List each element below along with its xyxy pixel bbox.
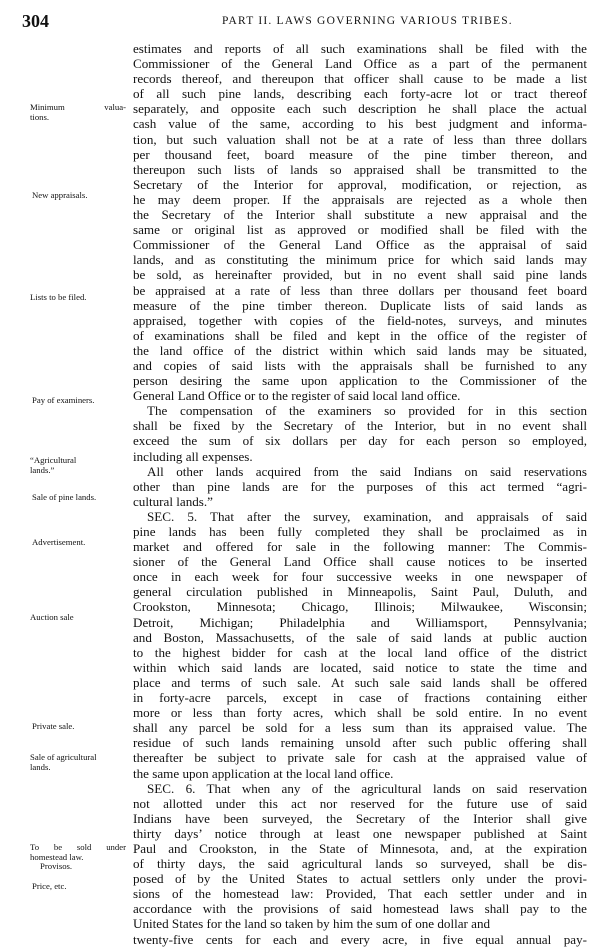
body-line: separately, and opposite each such description he shall place the actual: [133, 101, 587, 117]
margin-note-auction-sale: [30, 612, 126, 622]
body-line: sions of the homestead law: Provided, That each settler under and in: [133, 886, 587, 902]
body-line: shall be fixed by the Secretary of the Interior, but in no event shall: [133, 418, 587, 434]
body-text: [133, 41, 587, 947]
margin-note-line: lands.”: [30, 465, 55, 475]
body-line: he may deem proper. If the appraisals are rejected as a whole then: [133, 191, 587, 207]
body-line: of examinations shall be filed and kept in the office of the register of: [133, 327, 587, 343]
body-line: Paul and Crookston, in the State of Minnesota, and, at the expiration: [133, 840, 587, 856]
body-line: pine lands has been fully completed they shall be proclaimed as in: [133, 524, 587, 539]
body-line: thereupon such lists of lands so appraised shall be transmitted to the: [133, 161, 587, 177]
margin-note-new-appraisals: [30, 190, 126, 200]
margin-note-to-be-sold-under-homestead-law: [30, 842, 126, 862]
body-line: of thirty days, the said agricultural lands so surveyed, shall be dis-: [133, 856, 587, 872]
body-line: place and terms of such sale. At such sale said lands shall be offered: [133, 674, 587, 690]
body-line: sioner of the General Land Office shall cause notices to be inserted: [133, 554, 587, 570]
margin-note-line: “Agricultural: [30, 455, 77, 465]
body-line: accordance with the provisions of said homestead laws shall pay to the: [133, 901, 587, 917]
margin-note-line: Pay of examiners.: [32, 395, 95, 405]
margin-note-pay-of-examiners: [30, 395, 126, 405]
margin-note-line: Advertisement.: [32, 537, 86, 547]
body-line: person desiring the same upon application to the Commissioner of the: [133, 373, 587, 389]
margin-note-line: Private sale.: [32, 721, 75, 731]
body-line: general circulation published in Minneapolis, Saint Paul, Duluth, and: [133, 584, 587, 600]
body-line: Commissioner of the General Land Office as a part of the permanent: [133, 56, 587, 72]
margin-note-line: To be sold under: [30, 842, 126, 852]
body-line: including all expenses.: [133, 448, 253, 464]
body-line: twenty-five cents for each and every acre, in five equal annual pay-: [133, 931, 587, 947]
body-line: Commissioner of the General Land Office as the appraisal of said: [133, 237, 587, 253]
body-line: in forty-acre parcels, except in case of fractions containing either: [133, 690, 587, 706]
body-line: and Boston, Massachusetts, of the sale of said lands at public auction: [133, 629, 587, 645]
body-line: market and offered for sale in the following manner: The Commis-: [133, 539, 587, 555]
body-line: shall any parcel be sold for a less sum than its appraised value. The: [133, 720, 587, 736]
body-line: be sold, as hereinafter provided, but in no event shall said pine lands: [133, 267, 587, 283]
margin-note-line: lands.: [30, 762, 51, 772]
body-line: within which said lands are located, said notice to state the time and: [133, 659, 587, 675]
body-line: cash value of the same, according to his best judgment and informa-: [133, 116, 587, 132]
body-line: to the highest bidder for cash at the local land office of the district: [133, 644, 587, 660]
body-line: estimates and reports of all such examinations shall be filed with the: [133, 41, 587, 56]
body-line: Crookston, Minnesota; Chicago, Illinois; Milwaukee, Wisconsin;: [133, 599, 587, 615]
margin-note-line: Auction sale: [30, 612, 74, 622]
body-line: SEC. 6. That when any of the agricultural lands on said reservation: [147, 780, 587, 796]
body-line: measure of the pine timber thereon. Duplicate lists of said lands as: [133, 297, 587, 313]
page-header: [22, 10, 588, 32]
body-line: the same upon application at the local land office.: [133, 765, 394, 781]
body-line: thereafter be subject to private sale for cash at the appraised value of: [133, 750, 587, 766]
margin-note-private-sale: [30, 721, 126, 731]
body-line: Indians have been surveyed, the Secretary of the Interior shall give: [133, 810, 587, 826]
page-number: 304: [22, 11, 49, 31]
margin-note-sale-of-agricultural-lands: [30, 752, 126, 772]
body-line: the Secretary of the Interior shall substitute a new appraisal and the: [133, 207, 587, 223]
margin-note-agricultural-lands: [30, 455, 126, 475]
body-line: General Land Office or to the register of said local land office.: [133, 388, 461, 404]
margin-note-price-etc: [30, 881, 126, 891]
margin-note-sale-of-pine-lands: [30, 492, 126, 502]
body-line: thirty days’ notice through at least one newspaper published at Saint: [133, 825, 587, 841]
margin-note-line: Lists to be filed.: [30, 292, 87, 302]
body-line: be appraised at a rate of less than three dollars per thousand feet board: [133, 282, 587, 298]
body-line: other than pine lands are for the purposes of this act termed “agri-: [133, 478, 587, 494]
body-line: same or original list as approved or modified shall be filed with the: [133, 222, 587, 238]
margin-note-provisos: [30, 861, 126, 871]
margin-note-line: tions.: [30, 112, 50, 122]
margin-note-line: Provisos.: [40, 861, 73, 871]
margin-note-line: Minimum valua-: [30, 102, 126, 112]
margin-note-line: New appraisals.: [32, 190, 88, 200]
body-line: records thereof, and thereupon that officer shall cause to be made a list: [133, 71, 587, 87]
body-line: more or less than forty acres, which shall be sold entire. In no event: [133, 705, 587, 721]
body-line: appraised, together with copies of the field-notes, surveys, and minutes: [133, 312, 587, 328]
body-line: All other lands acquired from the said Indians on said reservations: [147, 463, 587, 479]
body-line: lands, and as constituting the minimum price for which said lands may: [133, 252, 587, 268]
body-line: United States for the land so taken by him the sum of one dollar and: [133, 916, 491, 932]
body-line: the land office of the district within which said lands may be situated,: [133, 342, 587, 358]
margin-note-minimum-valuations: [30, 102, 126, 122]
body-line: per thousand feet, board measure of the pine timber thereon, and: [133, 146, 587, 162]
margin-note-line: Price, etc.: [32, 881, 67, 891]
body-line: exceed the sum of six dollars per day for each person so employed,: [133, 433, 587, 449]
body-line: of all such pine lands, describing each forty-acre lot or tract thereof: [133, 86, 587, 102]
body-line: tion, but such valuation shall not be at a rate of less than three dollars: [133, 131, 587, 147]
running-head: PART II. LAWS GOVERNING VARIOUS TRIBES.: [222, 15, 513, 27]
body-line: and copies of said lists with the appraisals shall be furnished to any: [133, 357, 587, 373]
body-line: residue of such lands remaining unsold after such public offering shall: [133, 735, 587, 751]
margin-note-line: Sale of agricultural: [30, 752, 97, 762]
body-line: not allotted under this act nor reserved for the future use of said: [133, 795, 587, 811]
body-line: cultural lands.”: [133, 493, 213, 509]
margin-note-line: Sale of pine lands.: [32, 492, 97, 502]
body-line: Detroit, Michigan; Philadelphia and Williamsport, Pennsylvania;: [133, 614, 587, 630]
margin-note-line: homestead law.: [30, 852, 84, 862]
body-line: posed of by the United States to actual settlers only under the provi-: [133, 871, 587, 887]
body-line: SEC. 5. That after the survey, examination, and appraisals of said: [147, 508, 587, 524]
margin-note-advertisement: [30, 537, 126, 547]
body-line: once in each week for four successive weeks in one newspaper of: [133, 569, 587, 585]
body-line: Secretary of the Interior for approval, modification, or rejection, as: [133, 176, 587, 192]
margin-note-lists-to-be-filed: [30, 292, 126, 302]
body-line: The compensation of the examiners so provided for in this section: [147, 403, 587, 419]
